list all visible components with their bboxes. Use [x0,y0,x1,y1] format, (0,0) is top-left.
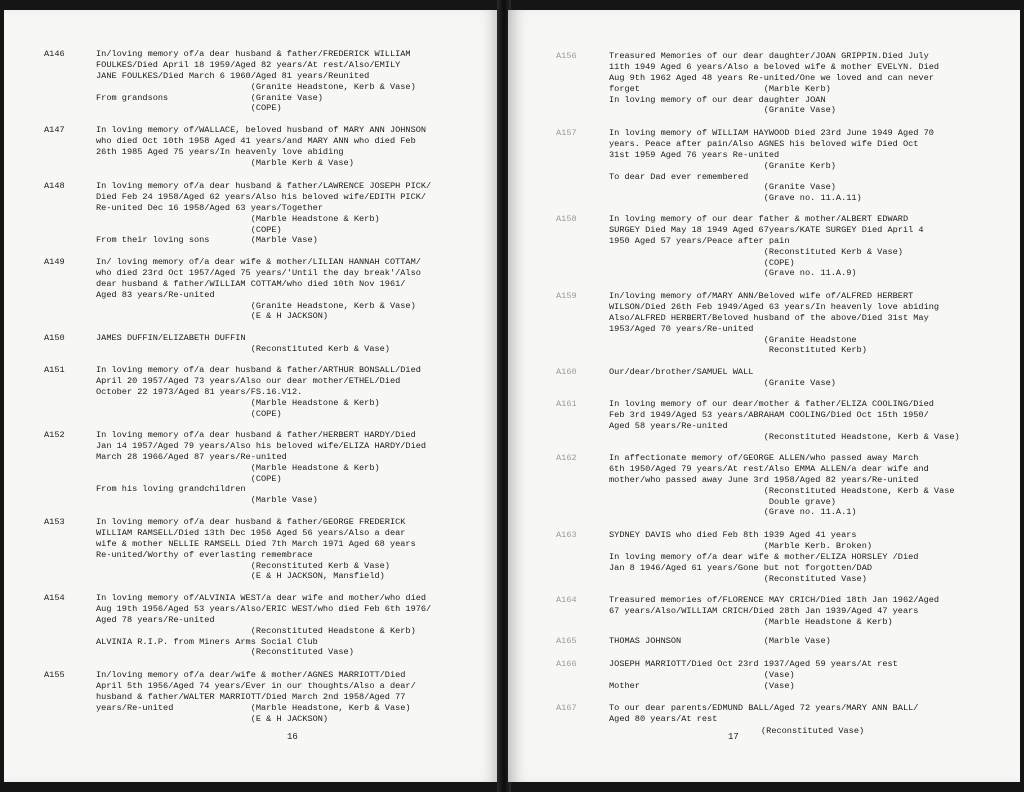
record-id: A149 [44,257,65,267]
record-text [96,49,416,114]
record-text [609,399,960,443]
record-text [609,636,831,647]
record-line: 1953/Aged 70 years/Re-united [609,323,754,334]
record-line: (Vase) [609,669,795,680]
record-line: In/loving memory of/MARY ANN/Beloved wife of/ALFRED HERBERT [609,291,914,301]
record-line: JOSEPH MARRIOTT/Died Oct 23rd 1937/Aged 59 years/At rest [609,659,898,669]
record-line: Re-united Dec 16 1958/Aged 63 years/Together [96,202,323,213]
record-line: years/Re-united (Marble Headstone, Kerb & Vase) [96,702,411,713]
record-line: FOULKES/Died April 18 1959/Aged 82 years/At rest/Also/EMILY [96,59,401,70]
record-line: (Granite Vase) [609,377,836,388]
record-id: A155 [44,670,65,680]
record-line: In loving memory of WILLIAM HAYWOOD Died 23rd June 1949 Aged 70 [609,128,934,138]
record-text [96,333,390,355]
record-line: 6th 1950/Aged 79 years/At rest/Also EMMA ALLEN/a dear wife and [609,463,929,474]
record-line: THOMAS JOHNSON (Marble Vase) [609,636,831,646]
page-number-right: 17 [728,732,739,742]
record-line: Feb 3rd 1949/Aged 53 years/ABRAHAM COOLING/Died Oct 15th 1950/ [609,409,929,420]
record-line: In/loving memory of/a dear/wife & mother/AGNES MARRIOTT/Died [96,670,406,680]
record-line: Aged 80 years/At rest [609,713,718,724]
record-id: A164 [556,595,577,605]
record-line: Double grave) [609,496,836,507]
record-line: Reconstituted Kerb) [609,345,867,356]
record-line: To our dear parents/EDMUND BALL/Aged 72 years/MARY ANN BALL/ [609,703,919,713]
record-text [96,125,426,169]
record-id: A157 [556,128,577,138]
record-line: Re-united/Worthy of everlasting remembrace [96,549,313,560]
record-text [609,291,939,356]
record-line: 26th 1985 Aged 75 years/In heavenly love abiding [96,146,344,157]
record-line: (Grave no. 11.A.1) [609,507,857,518]
record-text [96,365,421,419]
record-line: WILLIAM RAMSELL/Died 13th Dec 1956 Aged 56 years/Also a dear [96,527,406,538]
record-line: Mother (Vase) [609,680,795,691]
record-line: (Marble Headstone & Kerb) [609,616,893,627]
record-line: (Marble Kerb & Vase) [96,157,354,168]
record-line: (Granite Kerb) [609,160,836,171]
record-line: ALVINIA R.I.P. from Miners Arms Social Club [96,636,318,647]
record-line: WILSON/Died 26th Feb 1949/Aged 63 years/In heavenly love abiding [609,301,940,312]
record-line: (E & H JACKSON) [96,713,329,724]
record-line: Treasured Memories of our dear daughter/JOAN GRIPPIN.Died July [609,51,929,61]
record-line: SURGEY Died May 18 1949 Aged 67years/KATE SURGEY Died April 4 [609,224,924,235]
record-line: dear husband & father/WILLIAM COTTAM/who died 10th Nov 1961/ [96,278,406,289]
record-id: A156 [556,51,577,61]
record-line: (Marble Headstone & Kerb) [96,462,380,473]
left-page [4,10,500,782]
record-line: Our/dear/brother/SAMUEL WALL [609,367,754,377]
record-line: (Reconstituted Kerb & Vase) [96,343,390,354]
record-id: A152 [44,430,65,440]
record-line: In loving memory of/ALVINIA WEST/a dear wife and mother/who died [96,593,427,603]
record-text [609,453,955,518]
record-line: In loving memory of/a dear husband & father/ARTHUR BONSALL/Died [96,365,421,375]
record-text [96,181,431,246]
record-line: (Reconstituted Headstone & Kerb) [96,625,416,636]
record-line: forget (Marble Kerb) [609,83,831,94]
record-line: Aug 9th 1962 Aged 48 years Re-united/One we loved and can never [609,72,934,83]
record-text [609,367,836,389]
page-number-left: 16 [287,732,298,742]
record-text [96,517,416,582]
record-line: In/ loving memory of/a dear wife & mother/LILIAN HANNAH COTTAM/ [96,257,421,267]
record-line: SYDNEY DAVIS who died Feb 8th 1939 Aged 41 years [609,530,857,540]
record-line: In loving memory of/WALLACE, beloved husband of MARY ANN JOHNSON [96,125,427,135]
record-line: (Reconstituted Vase) [96,647,354,658]
record-text [96,593,431,658]
record-line: Aug 19th 1956/Aged 53 years/Also/ERIC WEST/who died Feb 6th 1976/ [96,603,432,614]
record-line: To dear Dad ever remembered [609,171,749,182]
record-line: (Granite Vase) [609,182,836,193]
record-line: (COPE) [96,408,282,419]
record-id: A160 [556,367,577,377]
record-line: April 20 1957/Aged 73 years/Also our dear mother/ETHEL/Died [96,375,401,386]
record-line: In loving memory of/a dear husband & father/LAWRENCE JOSEPH PICK/ [96,181,432,191]
record-line: Aged 83 years/Re-united [96,289,215,300]
record-id: A159 [556,291,577,301]
record-id: A150 [44,333,65,343]
record-line: (Reconstituted Kerb & Vase) [609,246,903,257]
record-id: A166 [556,659,577,669]
record-line: (Marble Vase) [96,495,318,506]
record-line: JANE FOULKES/Died March 6 1960/Aged 81 years/Reunited [96,70,370,81]
record-id: A167 [556,703,577,713]
record-line: (Granite Headstone, Kerb & Vase) [96,81,416,92]
record-text [609,128,934,204]
record-text [609,703,918,725]
record-line: 11th 1949 Aged 6 years/Also a beloved wife & mother EVELYN. Died [609,61,940,72]
record-line: From his loving grandchildren [96,484,246,495]
record-line: March 28 1966/Aged 87 years/Re-united [96,451,287,462]
record-line: husband & father/WALTER MARRIOTT/Died March 2nd 1958/Aged 77 [96,691,406,702]
record-line: (Marble Headstone & Kerb) [96,213,380,224]
record-line: who died 23rd Oct 1957/Aged 75 years/'Until the day break'/Also [96,267,421,278]
record-line: JAMES DUFFIN/ELIZABETH DUFFIN [96,333,246,343]
record-line: (Reconstituted Vase) [609,573,867,584]
record-id: A154 [44,593,65,603]
record-line: (Reconstituted Headstone, Kerb & Vase) [609,431,960,442]
right-page [508,10,1020,782]
record-line: Aged 78 years/Re-united [96,614,215,625]
record-line: (Reconstituted Kerb & Vase) [96,560,390,571]
record-id: A161 [556,399,577,409]
record-line: In loving memory of/a dear husband & father/GEORGE FREDERICK [96,517,406,527]
record-id: A147 [44,125,65,135]
record-line: (COPE) [96,224,282,235]
record-id: A151 [44,365,65,375]
record-line: Treasured memories of/FLORENCE MAY CRICH/Died 18th Jan 1962/Aged [609,595,940,605]
record-line: (COPE) [96,473,282,484]
record-id: A163 [556,530,577,540]
record-text [609,51,939,116]
record-line: (Granite Vase) [609,105,836,116]
record-line: In loving memory of our dear/mother & father/ELIZA COOLING/Died [609,399,934,409]
record-line: years. Peace after pain/Also AGNES his beloved wife Died Oct [609,138,919,149]
record-line: Died Feb 24 1958/Aged 62 years/Also his beloved wife/EDITH PICK/ [96,191,427,202]
record-line: In/loving memory of/a dear husband & father/FREDERICK WILLIAM [96,49,411,59]
record-line: (Granite Headstone, Kerb & Vase) [96,300,416,311]
record-line: In loving memory of/a dear husband & father/HERBERT HARDY/Died [96,430,416,440]
record-line: In loving memory of our dear daughter JOAN [609,94,826,105]
record-text [96,430,426,506]
record-text [609,595,939,628]
record-line: Aged 58 years/Re-united [609,420,728,431]
record-text [609,530,918,584]
record-line: From grandsons (Granite Vase) [96,92,323,103]
record-line: In loving memory of/a dear wife & mother/ELIZA HORSLEY /Died [609,551,919,562]
record-line: Jan 14 1957/Aged 79 years/Also his beloved wife/ELIZA HARDY/Died [96,440,427,451]
record-line: (Marble Headstone & Kerb) [96,397,380,408]
record-text [96,257,421,322]
record-line: April 5th 1956/Aged 74 years/Ever in our thoughts/Also a dear/ [96,680,416,691]
record-id: A153 [44,517,65,527]
record-line: 1950 Aged 57 years/Peace after pain [609,235,790,246]
record-line: (Reconstituted Headstone, Kerb & Vase [609,485,955,496]
record-line: October 22 1973/Aged 81 years/FS.16.V12. [96,386,303,397]
record-line: 67 years/Also/WILLIAM CRICH/Died 28th Jan 1939/Aged 47 years [609,605,919,616]
record-line: wife & mother NELLIE RAMSELL Died 7th March 1971 Aged 68 years [96,538,416,549]
record-text [609,214,924,279]
record-line: (E & H JACKSON) [96,311,329,322]
record-line: (Granite Headstone [609,334,857,345]
record-id: A158 [556,214,577,224]
record-line: (COPE) [609,257,795,268]
trailing-note: (Reconstituted Vase) [761,726,865,736]
record-line: In loving memory of our dear father & mother/ALBERT EDWARD [609,214,909,224]
record-line: 31st 1959 Aged 76 years Re-united [609,149,780,160]
record-id: A162 [556,453,577,463]
record-line: (E & H JACKSON, Mansfield) [96,571,385,582]
record-line: (Grave no. 11.A.9) [609,268,857,279]
record-id: A165 [556,636,577,646]
record-line: who died Oct 10th 1958 Aged 41 years/and MARY ANN who died Feb [96,135,416,146]
record-line: Also/ALFRED HERBERT/Beloved husband of the above/Died 31st May [609,312,929,323]
record-line: (Grave no. 11.A.11) [609,193,862,204]
record-id: A146 [44,49,65,59]
record-text [609,659,898,692]
record-line: From their loving sons (Marble Vase) [96,235,318,246]
record-line: (Marble Kerb. Broken) [609,540,873,551]
record-line: In affectionate memory of/GEORGE ALLEN/who passed away March [609,453,919,463]
record-line: (COPE) [96,103,282,114]
record-line: Jan 8 1946/Aged 61 years/Gone but not forgotten/DAD [609,562,873,573]
record-line: mother/who passed away June 3rd 1958/Aged 82 years/Re-united [609,474,919,485]
record-text [96,670,416,724]
record-id: A148 [44,181,65,191]
